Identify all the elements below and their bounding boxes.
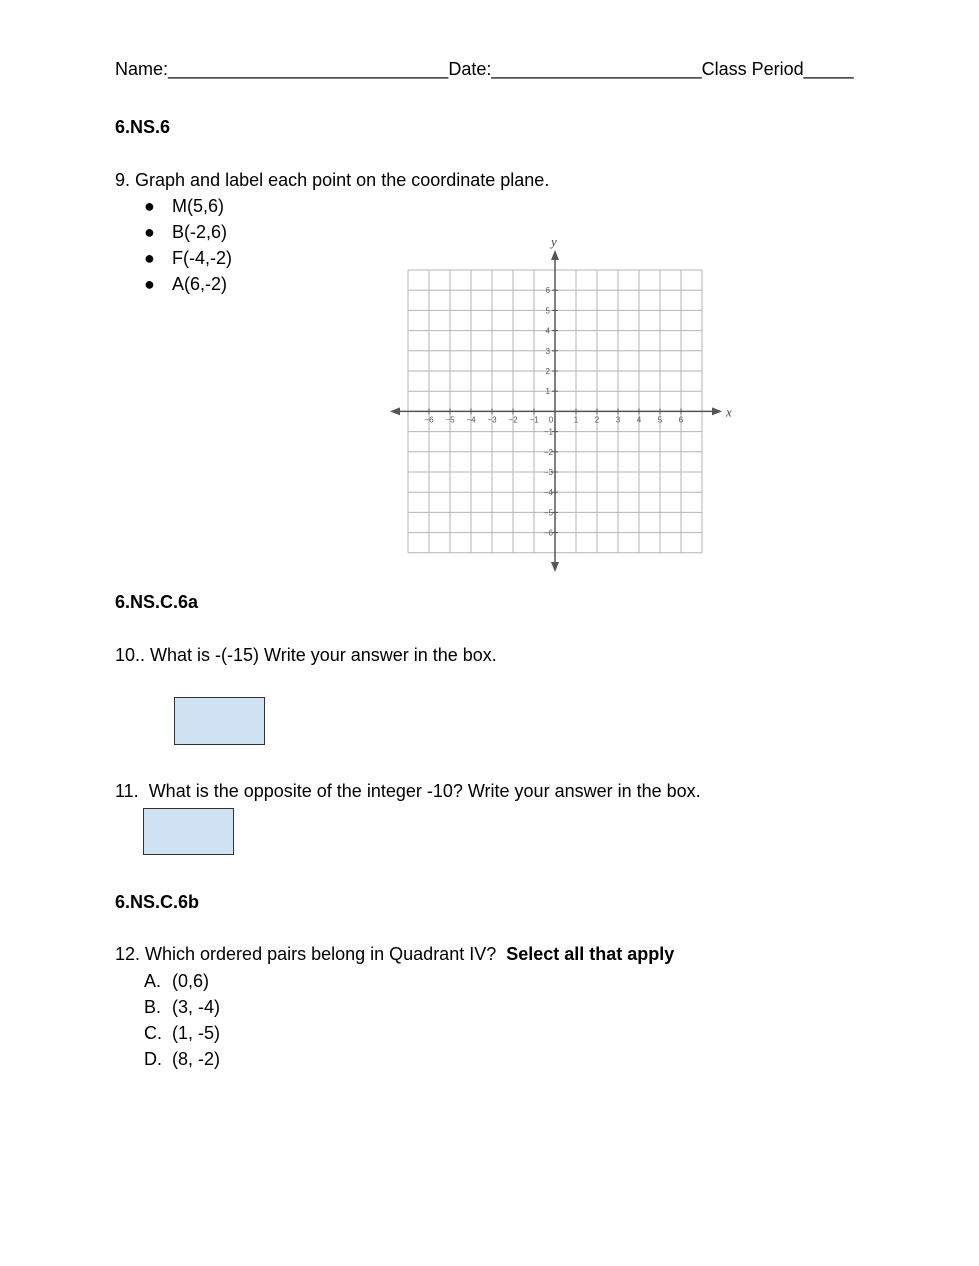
x-axis-right-arrow-icon <box>712 407 722 415</box>
question-12-prompt <box>115 943 674 965</box>
x-axis-label: x <box>726 404 732 420</box>
y-tick-label: 6 <box>545 286 550 296</box>
q12-option-c[interactable] <box>144 1022 220 1044</box>
option-letter: B. <box>144 997 162 1017</box>
y-tick-label: −2 <box>543 447 553 457</box>
axes <box>390 250 722 572</box>
q11-answer-box[interactable] <box>143 808 234 855</box>
x-tick-label: 3 <box>615 415 621 425</box>
x-tick-label: −4 <box>466 415 476 425</box>
option-text: (1, -5) <box>172 1023 221 1043</box>
q9-point-label: B(-2,6) <box>172 222 228 242</box>
y-tick-label: 5 <box>545 306 550 316</box>
coordinate-plane[interactable] <box>390 232 740 577</box>
date-label: Date: <box>448 59 492 79</box>
q12-option-d[interactable] <box>144 1048 220 1070</box>
q9-point-item <box>144 195 224 217</box>
x-tick-label: 4 <box>636 415 642 425</box>
bullet-icon: ● <box>144 222 155 242</box>
y-tick-label: 3 <box>545 346 550 356</box>
x-tick-label: −5 <box>445 415 455 425</box>
y-tick-label: −3 <box>543 468 553 477</box>
q9-point-item <box>144 221 227 243</box>
y-tick-label: 4 <box>545 326 550 336</box>
question-9-prompt: 9. Graph and label each point on the coordinate plane. <box>115 170 550 190</box>
q9-point-label: F(-4,-2) <box>172 248 232 268</box>
option-text: (0,6) <box>172 971 210 991</box>
class-period-label: Class Period <box>701 59 804 79</box>
y-tick-label: −4 <box>543 488 553 498</box>
bullet-icon: ● <box>144 248 155 268</box>
origin-label: 0 <box>548 415 554 425</box>
x-tick-label: 5 <box>657 415 663 425</box>
header-line <box>115 58 854 80</box>
q12-option-a[interactable] <box>144 970 209 992</box>
q9-point-label: A(6,-2) <box>172 274 228 294</box>
option-letter: A. <box>144 971 162 991</box>
section-heading-6nsc6a: 6.NS.C.6a <box>115 592 199 612</box>
y-tick-label: −1 <box>543 427 553 437</box>
y-tick-label: −5 <box>543 508 553 518</box>
q12-select-all-note: Select all that apply <box>506 944 675 964</box>
q12-option-b[interactable] <box>144 996 220 1018</box>
bullet-icon: ● <box>144 196 155 216</box>
question-10-prompt: 10.. What is -(-15) Write your answer in the box. <box>115 645 497 665</box>
y-tick-label: 2 <box>545 367 550 376</box>
y-axis-down-arrow-icon <box>551 562 559 572</box>
bullet-icon: ● <box>144 274 155 294</box>
x-tick-label: −3 <box>487 415 497 425</box>
name-field[interactable]: ____________________________ <box>168 59 449 79</box>
q9-point-item <box>144 247 232 269</box>
q9-point-label: M(5,6) <box>172 196 225 216</box>
question-11-prompt: 11. What is the opposite of the integer -10? Write your answer in the box. <box>115 781 701 801</box>
option-letter: D. <box>144 1049 162 1069</box>
x-tick-label: 1 <box>573 415 579 425</box>
y-axis-label: y <box>551 234 557 249</box>
y-axis-up-arrow-icon <box>551 250 559 260</box>
x-tick-label: 2 <box>594 415 600 425</box>
q10-answer-box[interactable] <box>174 697 265 745</box>
x-tick-label: 6 <box>678 415 684 425</box>
y-tick-label: −6 <box>543 528 553 538</box>
option-letter: C. <box>144 1023 162 1043</box>
class-period-field[interactable]: _____ <box>803 59 854 79</box>
x-tick-label: −6 <box>424 415 434 425</box>
option-text: (3, -4) <box>172 997 221 1017</box>
name-label: Name: <box>115 59 169 79</box>
x-tick-label: −2 <box>508 415 518 425</box>
x-axis-left-arrow-icon <box>390 407 400 415</box>
q9-point-item <box>144 273 227 295</box>
x-tick-label: −1 <box>529 415 539 425</box>
section-heading-6ns6: 6.NS.6 <box>115 117 171 137</box>
q12-prompt-text: 12. Which ordered pairs belong in Quadrant IV? <box>115 944 507 964</box>
option-text: (8, -2) <box>172 1049 221 1069</box>
section-heading-6nsc6b: 6.NS.C.6b <box>115 892 200 912</box>
date-field[interactable]: _____________________ <box>491 59 702 79</box>
y-tick-label: 1 <box>545 387 550 397</box>
